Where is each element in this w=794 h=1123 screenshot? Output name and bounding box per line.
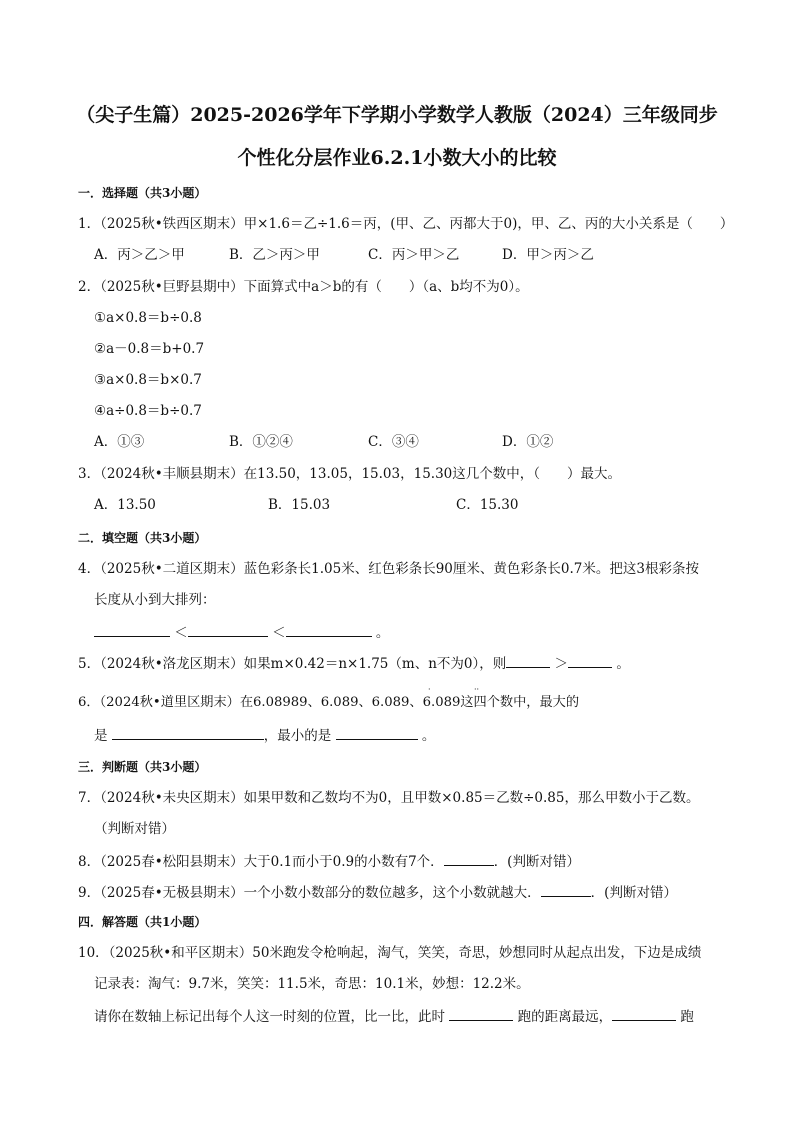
q4-answer-line [94, 622, 389, 642]
q2-option-b: B．①②④ [229, 434, 293, 450]
q3-option-c: C．15.30 [456, 497, 519, 513]
q4-stem: 4．（2025秋•二道区期末）蓝色彩条长1.05米、红色彩条长90厘米、黄色彩条长0.7米。把这3根彩条按 [78, 561, 699, 577]
q5-blank-2[interactable] [568, 653, 612, 668]
q8-note: ．(判断对错） [493, 854, 580, 870]
q10-blank-farthest[interactable] [449, 1006, 513, 1021]
repeat-dot: ·· [474, 685, 480, 694]
q6-line-2 [94, 725, 435, 745]
q5-period: 。 [616, 656, 630, 672]
q2-item-2: ②a－0.8＝b+0.7 [94, 341, 205, 357]
q3-option-b: B．15.03 [268, 497, 331, 513]
q10-line-3 [94, 1006, 694, 1026]
q1-option-c: C．丙＞甲＞乙 [368, 247, 460, 263]
q10-stem-2: 记录表：淘气：9.7米，笑笑：11.5米，奇思：10.1米，妙想：12.2米。 [94, 976, 530, 992]
q9-note: ．(判断对错） [590, 885, 677, 901]
q10-blank-2[interactable] [612, 1006, 676, 1021]
q4-period: 。 [375, 625, 390, 641]
q5-blank-1[interactable] [506, 653, 550, 668]
q5-line [78, 653, 630, 673]
section-fill-heading: 二．填空题（共3小题） [78, 531, 207, 545]
section-judge-heading: 三．判断题（共3小题） [78, 760, 207, 774]
q10-stem-3a: 请你在数轴上标记出每个人这一时刻的位置，比一比，此时 [94, 1009, 445, 1025]
q6-blank-max[interactable] [112, 725, 264, 740]
q4-blank-2[interactable] [188, 622, 268, 637]
q9-stem: 9．（2025春•无极县期末）一个小数小数部分的数位越多，这个小数就越大． [78, 885, 541, 901]
q1-option-a: A．丙＞乙＞甲 [94, 247, 185, 263]
q9-line [78, 882, 677, 902]
q2-option-a: A．①③ [94, 434, 145, 450]
q1-option-b: B．乙＞丙＞甲 [229, 247, 320, 263]
section-choice-heading: 一．选择题（共3小题） [78, 186, 207, 200]
q10-stem-3c: 跑 [680, 1009, 694, 1025]
title-line-2: 个性化分层作业6.2.1小数大小的比较 [237, 147, 557, 169]
repeat-dot: · [428, 685, 431, 694]
q3-stem: 3．（2024秋•丰顺县期末）在13.50，13.05，15.03，15.30这几个数中，（ ）最大。 [78, 466, 621, 482]
q4-less-than-1: ＜ [174, 625, 188, 641]
q1-stem: 1．（2025秋•铁西区期末）甲×1.6＝乙÷1.6＝丙，(甲、乙、丙都大于0)，甲、乙、丙的大小关系是（ ） [78, 216, 734, 232]
q10-stem-3b: 跑的距离最远， [517, 1009, 613, 1025]
q1-option-d: D．甲＞丙＞乙 [502, 247, 594, 263]
q2-item-1: ①a×0.8＝b÷0.8 [94, 310, 202, 326]
q8-stem: 8．（2025春•松阳县期末）大于0.1而小于0.9的小数有7个． [78, 854, 444, 870]
q10-stem: 10．（2025秋•和平区期末）50米跑发令枪响起，淘气，笑笑，奇思，妙想同时从起点出发，下边是成绩 [78, 945, 702, 961]
q2-option-c: C．③④ [368, 434, 419, 450]
q2-option-d: D．①② [502, 434, 554, 450]
q4-blank-1[interactable] [94, 622, 170, 637]
q6-blank-min[interactable] [336, 725, 418, 740]
q5-greater-than: ＞ [554, 656, 569, 672]
title-line-1: （尖子生篇）2025-2026学年下学期小学数学人教版（2024）三年级同步 [76, 104, 718, 126]
q4-blank-3[interactable] [286, 622, 372, 637]
q4-stem-2: 长度从小到大排列： [94, 592, 216, 608]
section-solve-heading: 四．解答题（共1小题） [78, 915, 207, 929]
q2-item-4: ④a÷0.8＝b÷0.7 [94, 403, 202, 419]
q6-period: 。 [421, 728, 436, 744]
q4-less-than-2: ＜ [272, 625, 286, 641]
q9-blank[interactable] [541, 882, 591, 897]
q7-note: （判断对错） [94, 821, 175, 837]
q7-stem: 7．（2024秋•未央区期末）如果甲数和乙数均不为0，且甲数×0.85＝乙数÷0.85，那么甲数小于乙数。 [78, 790, 700, 806]
q6-stem: 6．（2024秋•道里区期末）在6.08989、6.089、6.089、6.089这四个数中，最大的 [78, 695, 580, 710]
q5-stem: 5．（2024秋•洛龙区期末）如果m×0.42＝n×1.75（m、n不为0），则 [78, 656, 507, 672]
q8-blank[interactable] [444, 851, 494, 866]
q3-option-a: A．13.50 [94, 497, 156, 513]
q2-item-3: ③a×0.8＝b×0.7 [94, 372, 202, 388]
q2-stem: 2．（2025秋•巨野县期中）下面算式中a＞b的有（ ）（a、b均不为0）。 [78, 279, 529, 295]
q8-line [78, 851, 580, 871]
q6-text-min: ，最小的是 [263, 728, 332, 744]
q6-text-is: 是 [94, 728, 108, 744]
